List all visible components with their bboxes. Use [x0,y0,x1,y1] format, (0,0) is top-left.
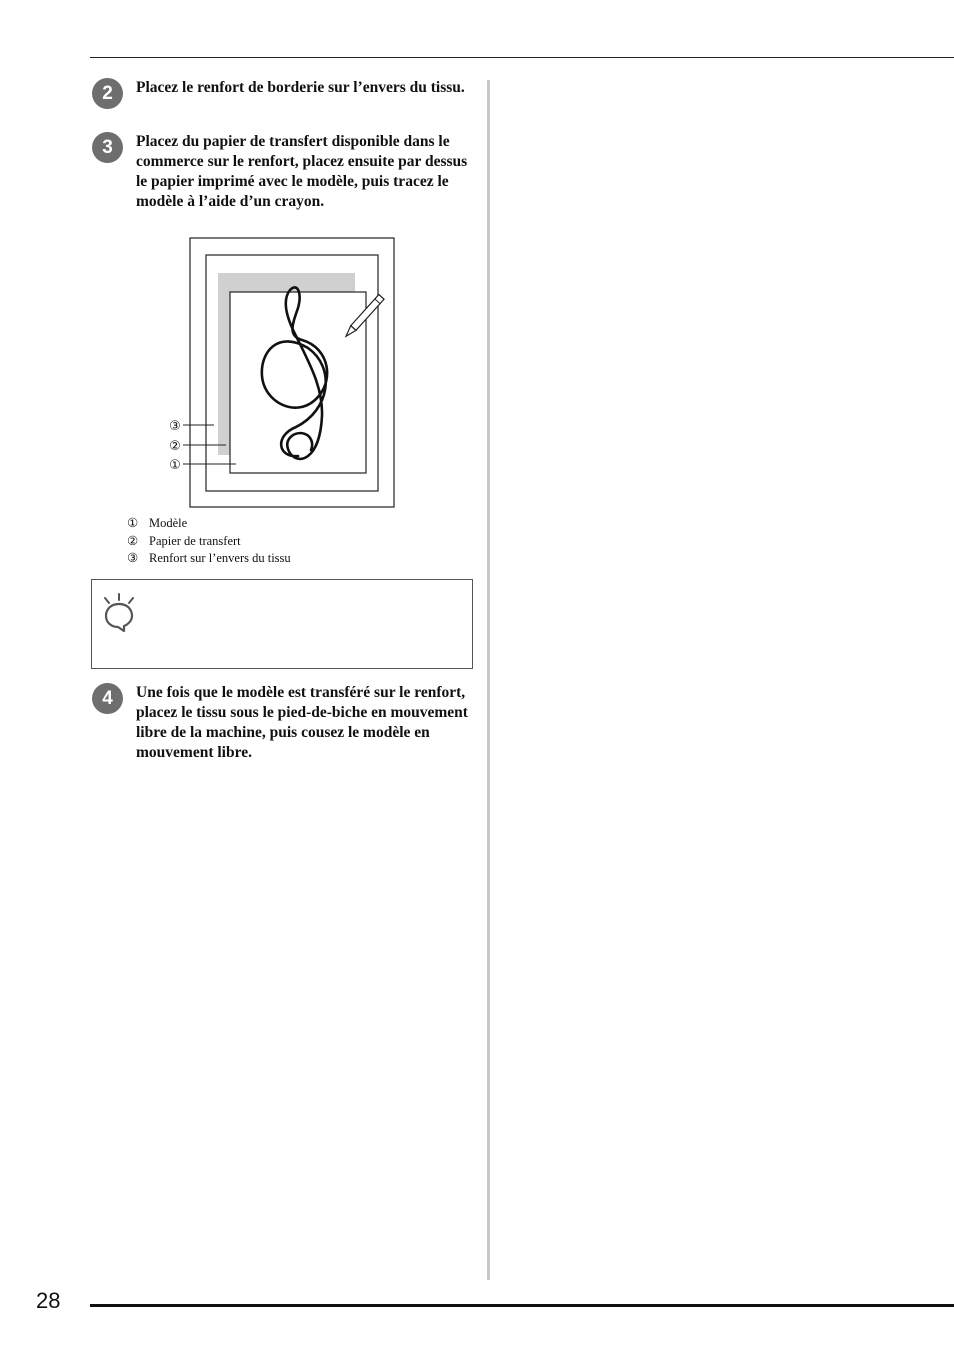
legend-item [127,550,467,568]
page-number: 28 [36,1288,61,1313]
step-number-badge: 3 [92,132,123,163]
figure-legend [127,515,467,568]
legend-label: Papier de transfert [149,533,241,548]
legend-number: ② [127,533,139,548]
lightbulb-note-icon [100,592,138,632]
step-instruction: Placez du papier de transfert disponible dans le commerce sur le renfort, placez ensuite par dessus le papier imprimé avec le modèle, puis tracez le modèle à l’aide d’un crayon. [136,133,468,210]
step-instruction: Placez le renfort de borderie sur l’envers du tissu. [136,79,465,96]
column-divider [487,80,490,1280]
callout-2: ② [169,439,181,454]
bottom-rule [90,1304,954,1307]
step-instruction: Une fois que le modèle est transféré sur le renfort, placez le tissu sous le pied-de-biche en mouvement libre de la machine, puis cousez le modèle en mouvement libre. [136,684,468,761]
legend-item [127,533,467,551]
legend-label: Modèle [149,516,188,530]
legend-label: Renfort sur l’envers du tissu [149,551,291,565]
callout-3: ③ [169,419,181,434]
step-number-badge: 2 [92,78,123,109]
legend-number: ③ [127,551,139,565]
note-box [91,579,473,669]
pattern-paper-shape [230,292,366,473]
legend-item [127,515,467,533]
step-number-badge: 4 [92,683,123,714]
transfer-diagram [150,230,420,520]
top-rule [90,57,954,58]
legend-number: ① [127,516,139,530]
transfer-illustration [150,230,420,520]
callout-1: ① [169,458,181,473]
